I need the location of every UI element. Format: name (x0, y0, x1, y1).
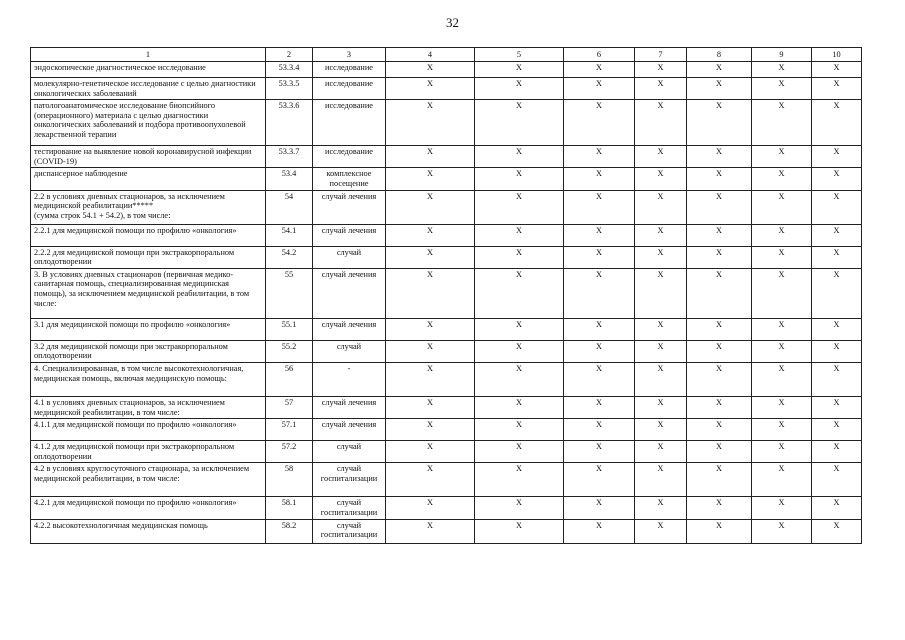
row-code-cell: 54.2 (266, 246, 313, 268)
table-row (31, 419, 862, 441)
row-unit-cell: исследование (313, 146, 386, 168)
row-value-cell: X (564, 340, 635, 362)
row-value-cell: X (635, 146, 687, 168)
row-code-cell: 58 (266, 463, 313, 497)
row-value-cell: X (635, 318, 687, 340)
row-value-cell: X (812, 362, 862, 396)
row-name-cell: 4.2.1 для медицинской помощи по профилю «онкология» (31, 497, 266, 519)
column-number: 8 (687, 48, 752, 62)
row-value-cell: X (687, 340, 752, 362)
row-value-cell: X (812, 419, 862, 441)
row-code-cell: 57.1 (266, 419, 313, 441)
row-value-cell: X (752, 100, 812, 146)
row-value-cell: X (564, 146, 635, 168)
table-row (31, 396, 862, 418)
row-value-cell: X (386, 100, 475, 146)
row-unit-cell: - (313, 362, 386, 396)
row-unit-cell: исследование (313, 78, 386, 100)
row-name-cell: 4.1.1 для медицинской помощи по профилю «онкология» (31, 419, 266, 441)
row-value-cell: X (812, 62, 862, 78)
table-row (31, 190, 862, 224)
row-value-cell: X (752, 190, 812, 224)
row-code-cell: 57 (266, 396, 313, 418)
row-code-cell: 55.1 (266, 318, 313, 340)
row-unit-cell: случай госпитализации (313, 497, 386, 519)
row-value-cell: X (386, 190, 475, 224)
row-value-cell: X (386, 62, 475, 78)
row-code-cell: 53.3.4 (266, 62, 313, 78)
table-row (31, 318, 862, 340)
row-code-cell: 53.3.7 (266, 146, 313, 168)
row-name-cell: 2.2 в условиях дневных стационаров, за исключением медицинской реабилитации***** (сумма строк 54.1 + 54.2), в том числе: (31, 190, 266, 224)
row-value-cell: X (812, 146, 862, 168)
row-value-cell: X (812, 318, 862, 340)
row-value-cell: X (635, 190, 687, 224)
column-number: 1 (31, 48, 266, 62)
row-value-cell: X (812, 441, 862, 463)
row-name-cell: 3.2 для медицинской помощи при экстракорпоральном оплодотворении (31, 340, 266, 362)
row-value-cell: X (812, 100, 862, 146)
row-code-cell: 53.4 (266, 168, 313, 190)
row-value-cell: X (475, 318, 564, 340)
row-value-cell: X (687, 100, 752, 146)
row-name-cell: 3.1 для медицинской помощи по профилю «онкология» (31, 318, 266, 340)
row-code-cell: 53.3.6 (266, 100, 313, 146)
row-value-cell: X (687, 246, 752, 268)
row-value-cell: X (564, 441, 635, 463)
row-value-cell: X (687, 419, 752, 441)
row-value-cell: X (564, 497, 635, 519)
page-number: 32 (446, 15, 459, 30)
row-unit-cell: комплексное посещение (313, 168, 386, 190)
row-value-cell: X (564, 190, 635, 224)
row-value-cell: X (752, 362, 812, 396)
row-name-cell: 4.1.2 для медицинской помощи при экстракорпоральном оплодотворении (31, 441, 266, 463)
row-value-cell: X (564, 419, 635, 441)
row-code-cell: 58.2 (266, 519, 313, 543)
row-value-cell: X (386, 497, 475, 519)
row-value-cell: X (752, 246, 812, 268)
row-value-cell: X (635, 78, 687, 100)
row-value-cell: X (635, 497, 687, 519)
row-value-cell: X (687, 318, 752, 340)
table-row (31, 62, 862, 78)
row-value-cell: X (475, 396, 564, 418)
row-value-cell: X (386, 396, 475, 418)
row-value-cell: X (635, 396, 687, 418)
column-number: 2 (266, 48, 313, 62)
row-name-cell: диспансерное наблюдение (31, 168, 266, 190)
row-value-cell: X (635, 246, 687, 268)
column-number: 9 (752, 48, 812, 62)
row-value-cell: X (386, 78, 475, 100)
row-value-cell: X (812, 463, 862, 497)
data-table (30, 47, 862, 544)
row-value-cell: X (812, 268, 862, 318)
row-value-cell: X (386, 224, 475, 246)
column-number: 3 (313, 48, 386, 62)
table-row (31, 362, 862, 396)
row-value-cell: X (475, 340, 564, 362)
row-value-cell: X (812, 78, 862, 100)
row-value-cell: X (564, 224, 635, 246)
row-value-cell: X (635, 224, 687, 246)
table-row (31, 246, 862, 268)
column-number: 7 (635, 48, 687, 62)
row-value-cell: X (687, 497, 752, 519)
row-value-cell: X (475, 463, 564, 497)
table-row (31, 268, 862, 318)
row-value-cell: X (564, 168, 635, 190)
row-code-cell: 58.1 (266, 497, 313, 519)
row-name-cell: 2.2.1 для медицинской помощи по профилю «онкология» (31, 224, 266, 246)
column-number-row (31, 48, 862, 62)
row-value-cell: X (386, 340, 475, 362)
row-value-cell: X (687, 268, 752, 318)
row-value-cell: X (564, 100, 635, 146)
row-value-cell: X (635, 463, 687, 497)
row-value-cell: X (812, 246, 862, 268)
row-value-cell: X (386, 318, 475, 340)
row-code-cell: 55.2 (266, 340, 313, 362)
row-name-cell: 4.2 в условиях круглосуточного стационара, за исключением медицинской реабилитации, в том числе: (31, 463, 266, 497)
row-code-cell: 53.3.5 (266, 78, 313, 100)
row-value-cell: X (687, 441, 752, 463)
row-value-cell: X (635, 441, 687, 463)
row-value-cell: X (564, 246, 635, 268)
row-value-cell: X (475, 268, 564, 318)
row-value-cell: X (687, 519, 752, 543)
row-name-cell: 4.1 в условиях дневных стационаров, за исключением медицинской реабилитации, в том числе: (31, 396, 266, 418)
row-value-cell: X (687, 62, 752, 78)
row-name-cell: 4.2.2 высокотехнологичная медицинская помощь (31, 519, 266, 543)
row-unit-cell: случай лечения (313, 224, 386, 246)
table-row (31, 340, 862, 362)
row-value-cell: X (635, 519, 687, 543)
row-unit-cell: исследование (313, 100, 386, 146)
row-unit-cell: случай лечения (313, 190, 386, 224)
row-name-cell: 4. Специализированная, в том числе высокотехнологичная, медицинская помощь, включая медицинскую помощь: (31, 362, 266, 396)
row-code-cell: 55 (266, 268, 313, 318)
table-row (31, 441, 862, 463)
row-value-cell: X (687, 190, 752, 224)
column-number: 6 (564, 48, 635, 62)
row-value-cell: X (635, 419, 687, 441)
row-unit-cell: случай госпитализации (313, 463, 386, 497)
row-value-cell: X (564, 396, 635, 418)
row-value-cell: X (386, 246, 475, 268)
row-value-cell: X (812, 519, 862, 543)
row-value-cell: X (635, 100, 687, 146)
row-value-cell: X (564, 519, 635, 543)
table-row (31, 146, 862, 168)
row-value-cell: X (752, 441, 812, 463)
row-value-cell: X (752, 419, 812, 441)
row-value-cell: X (687, 224, 752, 246)
row-value-cell: X (687, 396, 752, 418)
column-number: 4 (386, 48, 475, 62)
row-name-cell: эндоскопическое диагностическое исследование (31, 62, 266, 78)
row-value-cell: X (475, 62, 564, 78)
row-value-cell: X (386, 168, 475, 190)
row-value-cell: X (812, 396, 862, 418)
row-name-cell: 3. В условиях дневных стационаров (первичная медико-санитарная помощь, специализированная медицинская помощь), за исключением медицинской реабилитации, в том числе: (31, 268, 266, 318)
row-value-cell: X (812, 340, 862, 362)
row-value-cell: X (752, 168, 812, 190)
row-value-cell: X (475, 441, 564, 463)
row-value-cell: X (475, 224, 564, 246)
row-value-cell: X (752, 463, 812, 497)
row-name-cell: 2.2.2 для медицинской помощи при экстракорпоральном оплодотворении (31, 246, 266, 268)
row-value-cell: X (475, 246, 564, 268)
table-row (31, 100, 862, 146)
column-number: 5 (475, 48, 564, 62)
row-value-cell: X (475, 362, 564, 396)
table-row (31, 497, 862, 519)
row-unit-cell: случай лечения (313, 419, 386, 441)
row-name-cell: патологоанатомическое исследование биопсийного (операционного) материала с целью диагностики онкологических заболеваний и подбора противоопухолевой лекарственной терапии (31, 100, 266, 146)
row-name-cell: молекулярно-генетическое исследование с целью диагностики онкологических заболеваний (31, 78, 266, 100)
row-value-cell: X (635, 62, 687, 78)
table-row (31, 463, 862, 497)
row-name-cell: тестирование на выявление новой коронавирусной инфекции (COVID-19) (31, 146, 266, 168)
row-value-cell: X (752, 146, 812, 168)
row-value-cell: X (475, 146, 564, 168)
row-unit-cell: исследование (313, 62, 386, 78)
row-value-cell: X (564, 362, 635, 396)
row-value-cell: X (812, 190, 862, 224)
row-value-cell: X (635, 362, 687, 396)
row-value-cell: X (475, 519, 564, 543)
row-value-cell: X (635, 340, 687, 362)
row-value-cell: X (564, 463, 635, 497)
row-value-cell: X (386, 419, 475, 441)
row-value-cell: X (564, 78, 635, 100)
row-unit-cell: случай лечения (313, 318, 386, 340)
row-value-cell: X (386, 463, 475, 497)
row-value-cell: X (687, 168, 752, 190)
row-value-cell: X (752, 62, 812, 78)
row-unit-cell: случай (313, 340, 386, 362)
row-value-cell: X (475, 190, 564, 224)
row-unit-cell: случай (313, 246, 386, 268)
row-value-cell: X (687, 362, 752, 396)
table-body (31, 62, 862, 544)
row-value-cell: X (752, 224, 812, 246)
row-value-cell: X (475, 78, 564, 100)
row-value-cell: X (752, 340, 812, 362)
row-code-cell: 56 (266, 362, 313, 396)
row-value-cell: X (752, 268, 812, 318)
row-value-cell: X (475, 168, 564, 190)
row-value-cell: X (752, 519, 812, 543)
row-value-cell: X (812, 224, 862, 246)
row-value-cell: X (812, 168, 862, 190)
row-value-cell: X (564, 268, 635, 318)
row-value-cell: X (386, 146, 475, 168)
table-row (31, 168, 862, 190)
row-value-cell: X (386, 441, 475, 463)
row-code-cell: 54.1 (266, 224, 313, 246)
row-value-cell: X (475, 497, 564, 519)
row-value-cell: X (564, 318, 635, 340)
row-value-cell: X (635, 268, 687, 318)
row-value-cell: X (687, 463, 752, 497)
table-row (31, 224, 862, 246)
row-value-cell: X (475, 419, 564, 441)
row-value-cell: X (386, 362, 475, 396)
row-code-cell: 57.2 (266, 441, 313, 463)
row-value-cell: X (386, 519, 475, 543)
row-value-cell: X (386, 268, 475, 318)
row-value-cell: X (687, 146, 752, 168)
row-value-cell: X (752, 497, 812, 519)
row-code-cell: 54 (266, 190, 313, 224)
table-row (31, 78, 862, 100)
table-row (31, 519, 862, 543)
row-value-cell: X (752, 396, 812, 418)
row-value-cell: X (635, 168, 687, 190)
row-value-cell: X (752, 318, 812, 340)
row-value-cell: X (564, 62, 635, 78)
row-value-cell: X (687, 78, 752, 100)
row-value-cell: X (475, 100, 564, 146)
row-unit-cell: случай (313, 441, 386, 463)
row-unit-cell: случай лечения (313, 268, 386, 318)
row-value-cell: X (812, 497, 862, 519)
row-unit-cell: случай лечения (313, 396, 386, 418)
row-value-cell: X (752, 78, 812, 100)
row-unit-cell: случай госпитализации (313, 519, 386, 543)
column-number: 10 (812, 48, 862, 62)
